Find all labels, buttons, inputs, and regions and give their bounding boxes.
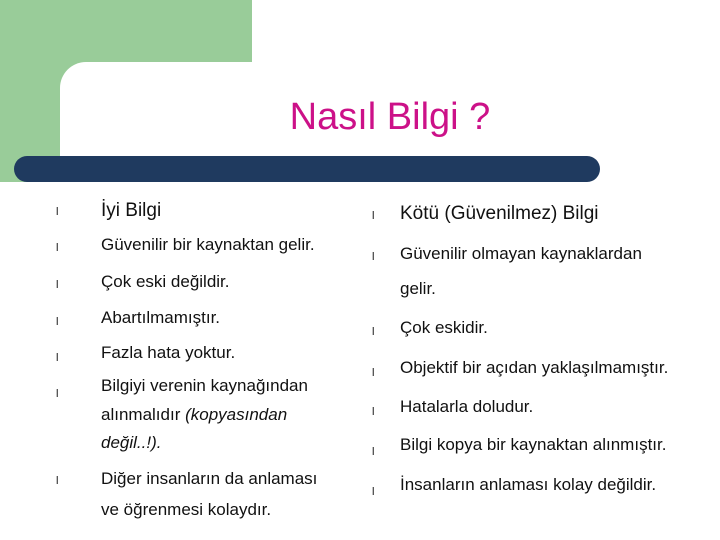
left-item: Fazla hata yoktur. <box>101 343 236 362</box>
bullet-icon: l <box>372 210 375 222</box>
bullet-icon: l <box>56 242 59 254</box>
left-source-line1: Bilgiyi verenin kaynağından <box>101 376 308 395</box>
bullet-icon: l <box>56 388 59 400</box>
slide-title: Nasıl Bilgi ? <box>289 96 491 138</box>
bullet-icon: l <box>372 406 375 418</box>
left-source-line3 <box>101 433 161 453</box>
right-item: Objektif bir açıdan yaklaşılmamıştır. <box>400 358 669 377</box>
bullet-icon: l <box>372 367 375 379</box>
right-item: Bilgi kopya bir kaynaktan alınmıştır. <box>400 435 667 454</box>
right-first-line2: gelir. <box>400 279 436 298</box>
left-source-line2-plain: alınmalıdır <box>101 405 186 424</box>
left-last-line1: Diğer insanların da anlaması <box>101 469 318 488</box>
bullet-icon: l <box>372 486 375 498</box>
right-item: İnsanların anlaması kolay değildir. <box>400 475 657 494</box>
left-item: Abartılmamıştır. <box>101 308 221 327</box>
left-last-line2: ve öğrenmesi kolaydır. <box>101 500 272 519</box>
left-source-line2 <box>101 405 287 425</box>
right-first-line1: Güvenilir olmayan kaynaklardan <box>400 244 642 263</box>
right-item: Hatalarla doludur. <box>400 397 534 416</box>
bullet-icon: l <box>372 446 375 458</box>
bullet-icon: l <box>372 326 375 338</box>
bullet-icon: l <box>372 251 375 263</box>
bullet-icon: l <box>56 475 59 487</box>
left-item: Çok eski değildir. <box>101 272 230 291</box>
left-source-line2-italic: (kopyasından <box>185 405 288 424</box>
title-rule <box>14 156 600 182</box>
bullet-icon: l <box>56 352 59 364</box>
right-item: Çok eskidir. <box>400 318 488 337</box>
right-heading: Kötü (Güvenilmez) Bilgi <box>400 203 599 224</box>
left-heading: İyi Bilgi <box>101 200 162 221</box>
bullet-icon: l <box>56 279 59 291</box>
bullet-icon: l <box>56 206 59 218</box>
left-source-line3-italic: değil..!). <box>101 433 162 452</box>
left-item: Güvenilir bir kaynaktan gelir. <box>101 235 315 254</box>
bullet-icon: l <box>56 316 59 328</box>
